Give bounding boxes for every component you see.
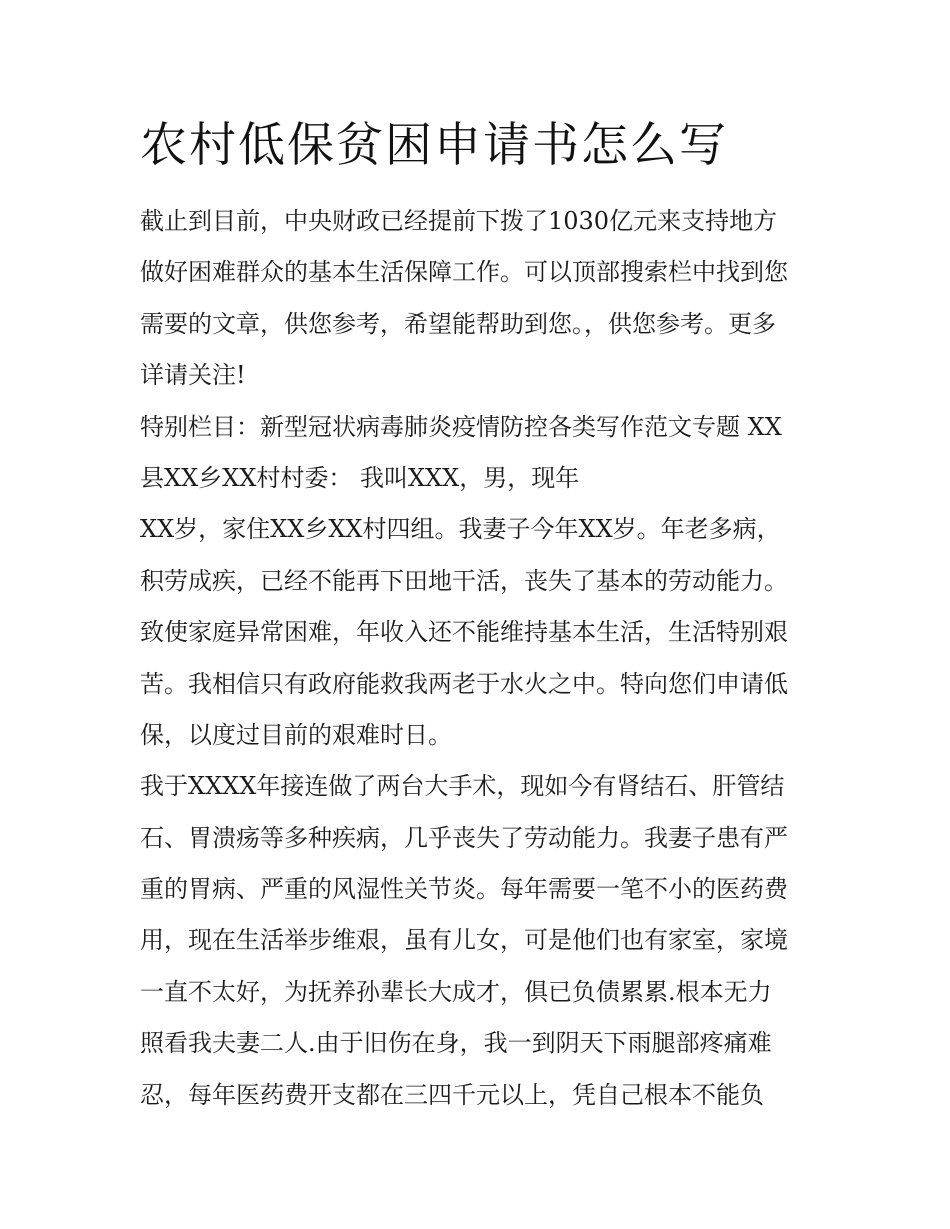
body-line: 重的胃病、严重的风湿性关节炎。每年需要一笔不小的医药费 bbox=[140, 875, 788, 904]
body-line: 石、胃溃疡等多种疾病，几乎丧失了劳动能力。我妻子患有严 bbox=[140, 823, 788, 852]
body-line: 致使家庭异常困难，年收入还不能维持基本生活，生活特别艰 bbox=[140, 618, 788, 647]
body-line: 保，以度过目前的艰难时日。 bbox=[140, 720, 452, 749]
body-line: 一直不太好，为抚养孙辈长大成才，俱已负债累累.根本无力 bbox=[140, 977, 772, 1006]
body-line: 特别栏目：新型冠状病毒肺炎疫情防控各类写作范文专题 XX bbox=[140, 412, 782, 441]
body-line: 苦。我相信只有政府能救我两老于水火之中。特向您们申请低 bbox=[140, 669, 788, 698]
body-line: 县XX乡XX村村委： 我叫XXX，男，现年 bbox=[140, 463, 580, 492]
document-body bbox=[140, 196, 820, 1121]
body-line: 截止到目前，中央财政已经提前下拨了1030亿元来支持地方 bbox=[140, 207, 778, 235]
body-line: 我于XXXX年接连做了两台大手术，现如今有肾结石、肝管结 bbox=[140, 772, 785, 801]
body-line: 用，现在生活举步维艰，虽有儿女，可是他们也有家室，家境 bbox=[140, 926, 788, 955]
body-line: 积劳成疾，已经不能再下田地干活，丧失了基本的劳动能力。 bbox=[140, 566, 788, 595]
body-line: XX岁，家住XX乡XX村四组。我妻子今年XX岁。年老多病， bbox=[140, 515, 781, 544]
body-line: 忍，每年医药费开支都在三四千元以上，凭自己根本不能负 bbox=[140, 1080, 764, 1109]
document-title: 农村低保贫困申请书怎么写 bbox=[140, 118, 728, 173]
body-line: 详请关注! bbox=[140, 361, 246, 390]
body-line: 照看我夫妻二人.由于旧伤在身，我一到阴天下雨腿部疼痛难 bbox=[140, 1029, 772, 1058]
body-line: 需要的文章，供您参考，希望能帮助到您。，供您参考。更多 bbox=[140, 309, 776, 338]
body-line: 做好困难群众的基本生活保障工作。可以顶部搜索栏中找到您 bbox=[140, 258, 788, 287]
